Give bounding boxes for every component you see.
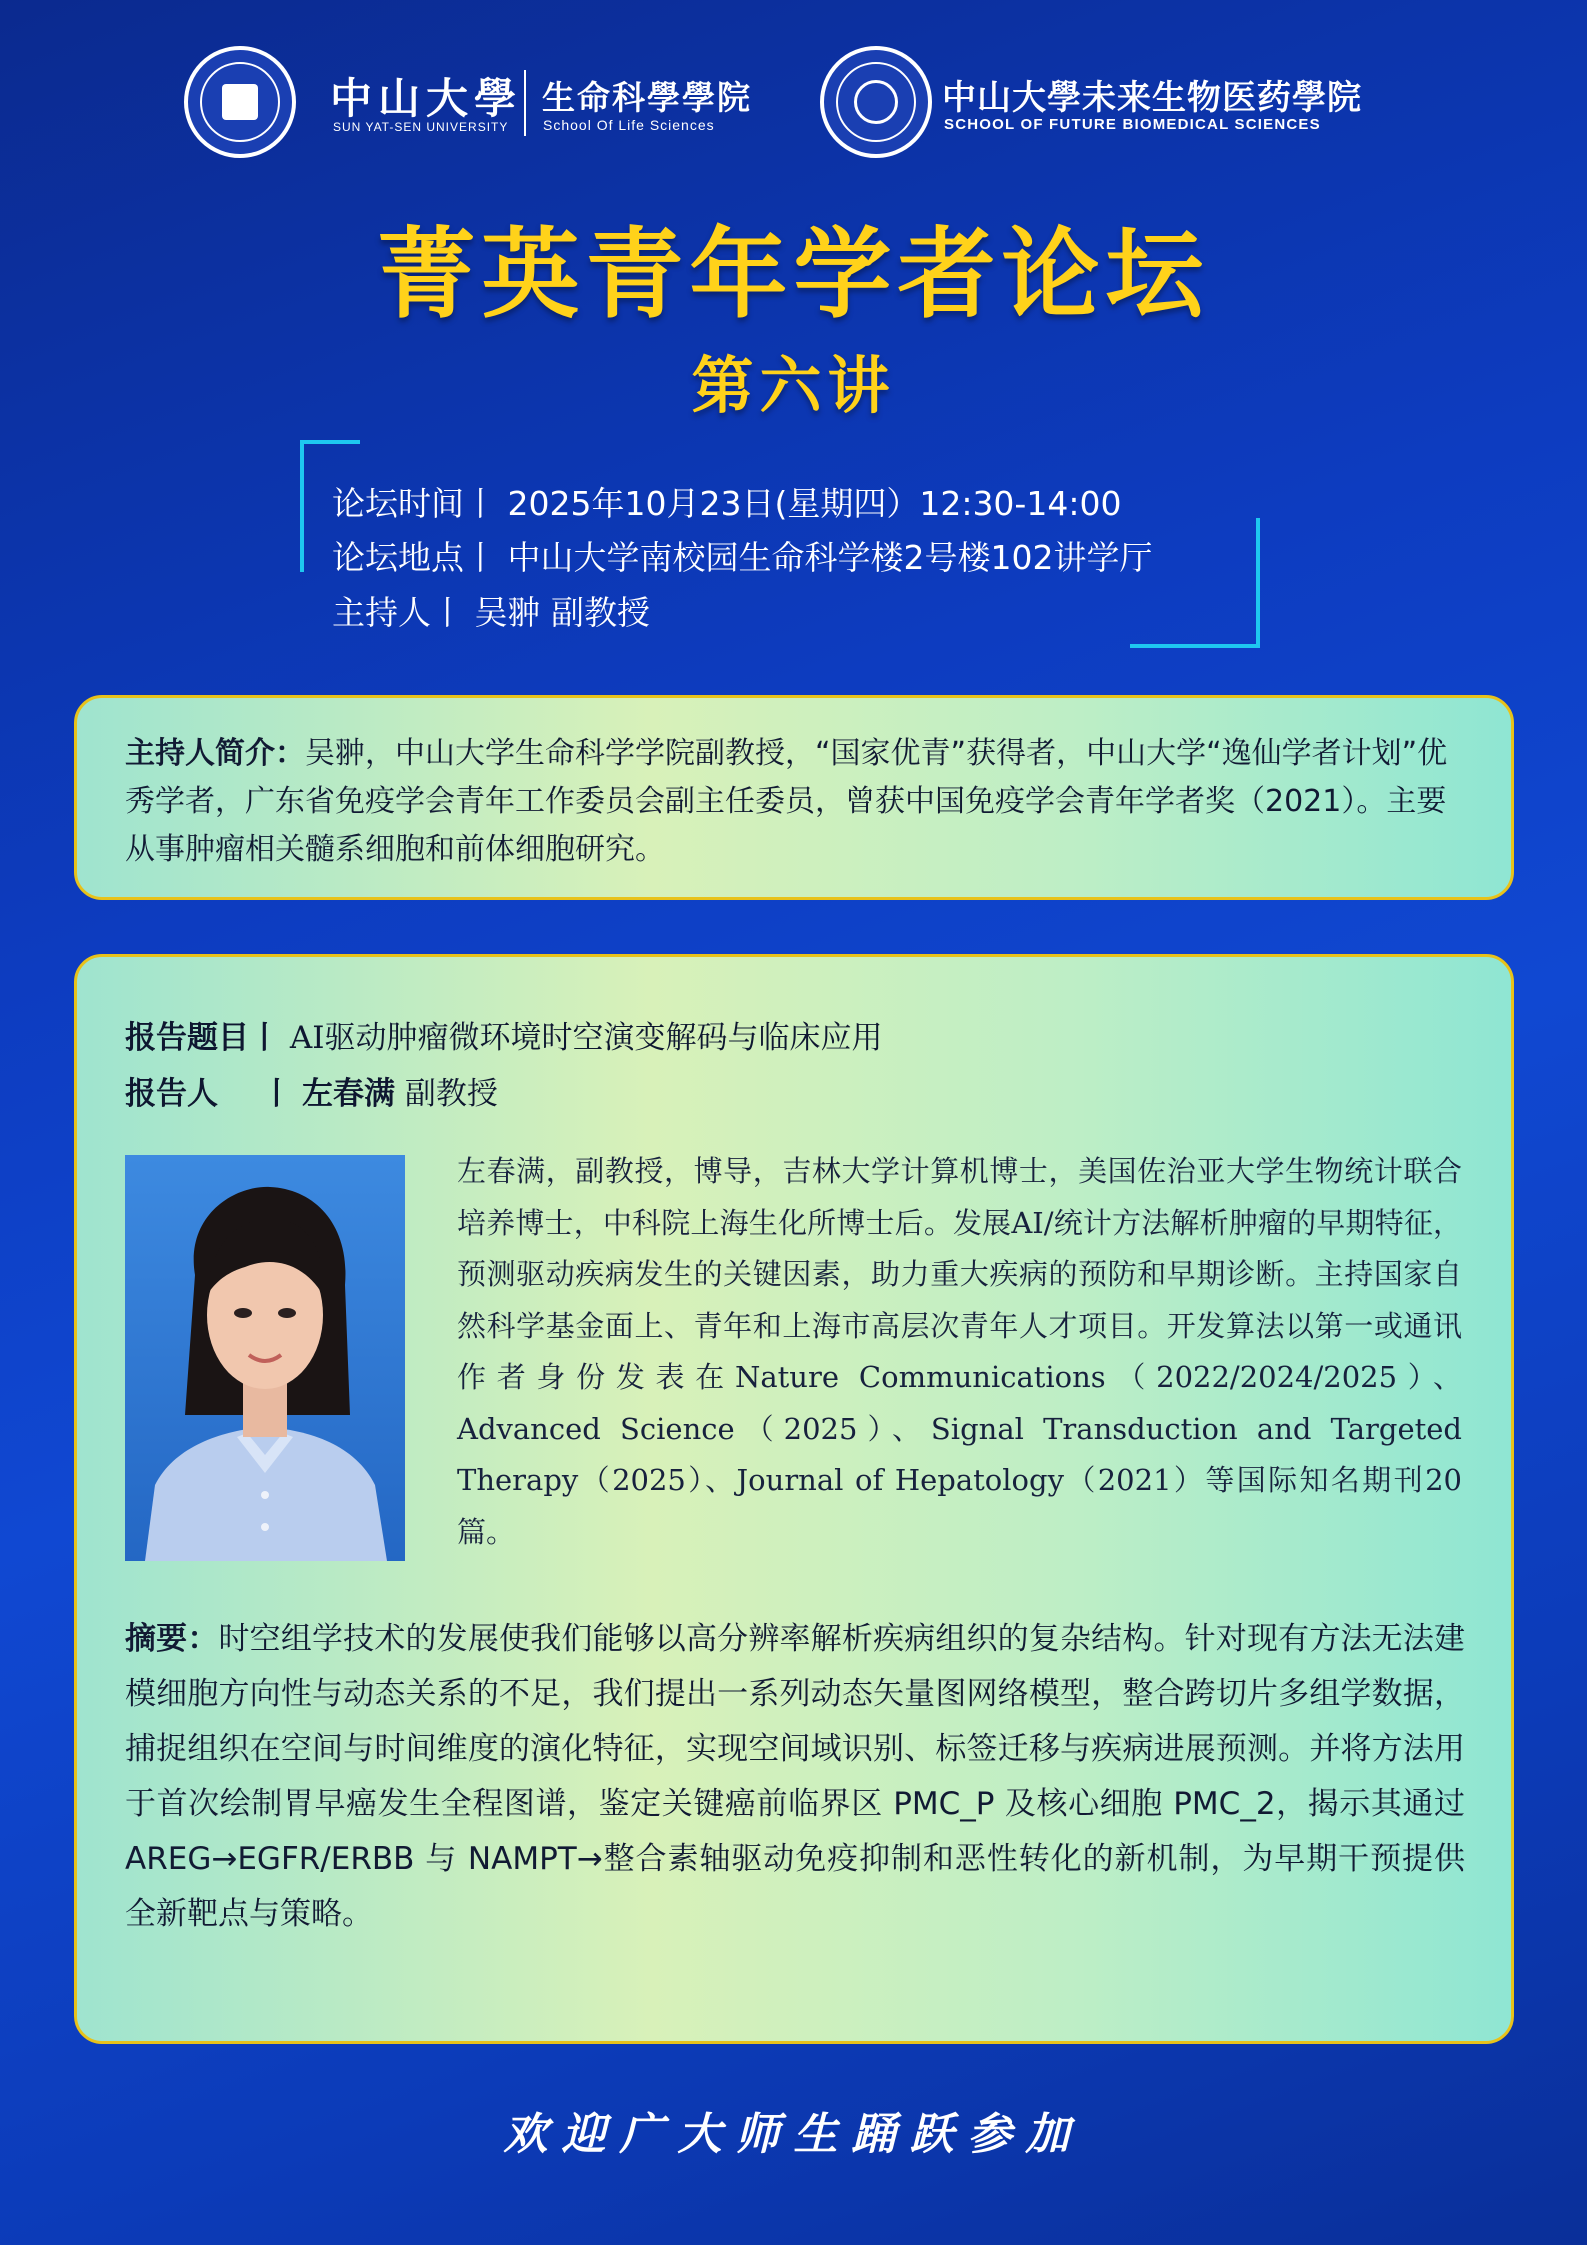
sysu-life-sciences-seal-icon xyxy=(184,46,296,158)
report-speaker-row xyxy=(125,1068,498,1113)
welcome-message: 欢迎广大师生踊跃参加 xyxy=(503,2109,1084,2160)
report-topic-label: 报告题目丨 xyxy=(125,1020,280,1056)
bracket-right-horizontal xyxy=(1130,644,1260,648)
future-biomedical-seal-icon xyxy=(820,46,932,158)
abstract-label: 摘要： xyxy=(125,1621,219,1657)
report-topic-row xyxy=(125,1012,883,1057)
report-speaker-title: 副教授 xyxy=(404,1076,498,1112)
report-speaker-label: 报告人 丨 xyxy=(125,1076,293,1112)
bracket-left-vertical xyxy=(300,440,304,572)
future-biomedical-name-cn: 中山大學未来生物医药學院 xyxy=(942,78,1362,118)
bracket-right-vertical xyxy=(1256,518,1260,648)
host-intro-label: 主持人简介： xyxy=(125,736,305,771)
bracket-left-horizontal xyxy=(300,440,360,444)
report-speaker-name: 左春满 xyxy=(302,1076,396,1112)
abstract-text: 时空组学技术的发展使我们能够以高分辨率解析疾病组织的复杂结构。针对现有方法无法建模细胞方向性与动态关系的不足，我们提出一系列动态矢量图网络模型，整合跨切片多组学数据，捕捉组织在空间与时间维度的演化特征，实现空间域识别、标签迁移与疾病进展预测。并将方法用于首次绘制胃早癌发生全程图谱，鉴定关键癌前临界区 PMC_P 及核心细胞 PMC_2，揭示其通过 AREG→EGFR/ERBB 与 NAMPT→整合素轴驱动免疫抑制和恶性转化的新机制，为早期干预提供全新靶点与策略。 xyxy=(125,1621,1465,1932)
life-sciences-name-en: School Of Life Sciences xyxy=(543,117,715,133)
sysu-name-en: SUN YAT-SEN UNIVERSITY xyxy=(333,120,509,134)
speaker-bio: 左春满，副教授，博导，吉林大学计算机博士，美国佐治亚大学生物统计联合培养博士，中科院上海生化所博士后。发展AI/统计方法解析肿瘤的早期特征，预测驱动疾病发生的关键因素，助力重大疾病的预防和早期诊断。主持国家自然科学基金面上、青年和上海市高层次青年人才项目。开发算法以第一或通讯作者身份发表在Nature Communications（2022/2024/2025）、Advanced Science（2025）、Signal Transduction and Targeted Therapy（2025）、Journal of Hepatology（2021）等国际知名期刊20篇。 xyxy=(457,1154,1462,1549)
speaker-photo xyxy=(125,1155,405,1561)
life-sciences-name-cn: 生命科學學院 xyxy=(542,78,752,117)
report-topic: AI驱动肿瘤微环境时空演变解码与临床应用 xyxy=(289,1020,883,1056)
forum-time: 论坛时间丨 2025年10月23日(星期四）12:30-14:00 xyxy=(332,484,1122,523)
sysu-name-cn: 中山大學 xyxy=(330,74,523,123)
future-biomedical-name-en: SCHOOL OF FUTURE BIOMEDICAL SCIENCES xyxy=(944,116,1321,133)
forum-title: 菁英青年学者论坛 xyxy=(377,218,1210,332)
logo-divider xyxy=(524,70,526,136)
report-abstract xyxy=(125,1612,1465,1942)
forum-place: 论坛地点丨 中山大学南校园生命科学楼2号楼102讲学厅 xyxy=(332,538,1153,577)
lecture-number: 第六讲 xyxy=(691,349,896,422)
host-intro xyxy=(125,730,1465,874)
forum-host: 主持人丨 吴翀 副教授 xyxy=(332,593,650,632)
host-intro-text: 吴翀，中山大学生命科学学院副教授，“国家优青”获得者，中山大学“逸仙学者计划”优秀学者，广东省免疫学会青年工作委员会副主任委员，曾获中国免疫学会青年学者奖（2021）。主要从事肿瘤相关髓系细胞和前体细胞研究。 xyxy=(125,736,1448,867)
